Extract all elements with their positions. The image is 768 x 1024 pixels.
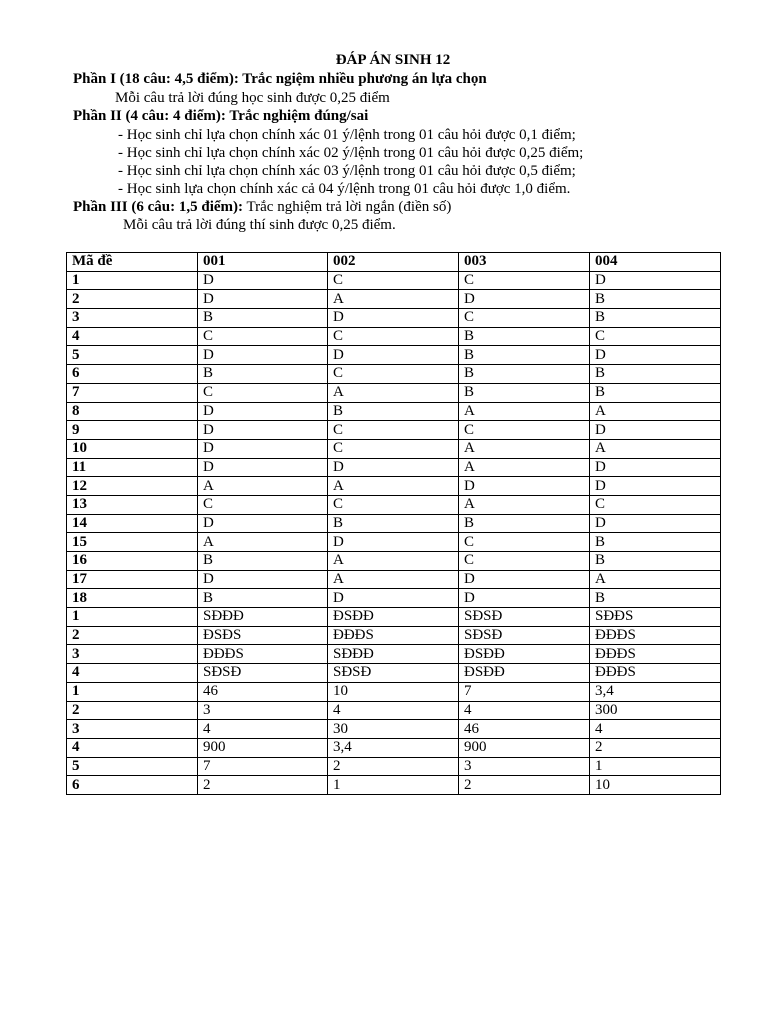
answer-cell: SĐSĐ (459, 608, 590, 627)
part3-heading-bold: Phần III (6 câu: 1,5 điểm): (73, 199, 244, 215)
answer-cell: 7 (198, 757, 328, 776)
table-row (67, 701, 721, 720)
answer-cell: B (590, 290, 721, 309)
table-row (67, 421, 721, 440)
answer-cell: SĐSĐ (328, 664, 459, 683)
answer-cell: A (459, 402, 590, 421)
answer-cell: ĐĐĐS (198, 645, 328, 664)
answer-cell: ĐSĐĐ (459, 645, 590, 664)
table-row (67, 495, 721, 514)
table-row (67, 682, 721, 701)
answer-cell: A (328, 477, 459, 496)
question-number-cell: 4 (67, 327, 198, 346)
part2-rule-4: - Học sinh lựa chọn chính xác cả 04 ý/lệnh trong 01 câu hỏi được 1,0 điểm. (118, 181, 571, 197)
answer-cell: ĐĐĐS (590, 664, 721, 683)
answer-cell: 4 (328, 701, 459, 720)
table-row (67, 626, 721, 645)
answer-cell: D (459, 589, 590, 608)
answer-cell: 900 (198, 738, 328, 757)
answer-table (66, 252, 721, 795)
answer-cell: A (590, 402, 721, 421)
header-cell-001: 001 (198, 253, 328, 272)
answer-cell: D (328, 589, 459, 608)
table-row (67, 757, 721, 776)
answer-cell: A (590, 570, 721, 589)
answer-cell: ĐSĐS (198, 626, 328, 645)
answer-cell: B (590, 552, 721, 571)
question-number-cell: 6 (67, 365, 198, 384)
answer-cell: D (590, 477, 721, 496)
part3-heading-rest: Trắc nghiệm trả lời ngắn (điền số) (243, 199, 452, 215)
part1-heading: Phần I (18 câu: 4,5 điểm): Trắc ngiệm nhiều phương án lựa chọn (73, 71, 487, 87)
answer-cell: D (590, 458, 721, 477)
answer-cell: D (328, 458, 459, 477)
answer-cell: 30 (328, 720, 459, 739)
part2-rule-1: - Học sinh chỉ lựa chọn chính xác 01 ý/lệnh trong 01 câu hỏi được 0,1 điểm; (118, 127, 576, 143)
answer-cell: D (198, 458, 328, 477)
answer-cell: D (328, 346, 459, 365)
answer-cell: 2 (459, 776, 590, 795)
answer-cell: A (459, 458, 590, 477)
question-number-cell: 2 (67, 701, 198, 720)
question-number-cell: 9 (67, 421, 198, 440)
table-header-row (67, 253, 721, 272)
answer-cell: A (328, 383, 459, 402)
question-number-cell: 10 (67, 439, 198, 458)
answer-cell: C (328, 439, 459, 458)
table-row (67, 645, 721, 664)
question-number-cell: 8 (67, 402, 198, 421)
answer-cell: D (590, 271, 721, 290)
answer-cell: B (590, 309, 721, 328)
answer-cell: B (590, 589, 721, 608)
answer-cell: B (198, 309, 328, 328)
answer-cell: C (328, 327, 459, 346)
question-number-cell: 3 (67, 309, 198, 328)
answer-cell: D (198, 402, 328, 421)
answer-cell: ĐSĐĐ (328, 608, 459, 627)
question-number-cell: 2 (67, 290, 198, 309)
document-title: ĐÁP ÁN SINH 12 (335, 52, 451, 68)
answer-cell: C (328, 421, 459, 440)
answer-cell: D (590, 346, 721, 365)
answer-cell: C (459, 421, 590, 440)
part2-rule-3: - Học sinh chỉ lựa chọn chính xác 03 ý/lệnh trong 01 câu hỏi được 0,5 điểm; (118, 163, 576, 179)
answer-cell: B (459, 346, 590, 365)
answer-cell: 2 (198, 776, 328, 795)
table-row (67, 608, 721, 627)
answer-cell: D (198, 271, 328, 290)
answer-cell: C (459, 533, 590, 552)
table-row (67, 533, 721, 552)
answer-cell: C (328, 495, 459, 514)
answer-cell: B (590, 365, 721, 384)
part2-rule-2: - Học sinh chỉ lựa chọn chính xác 02 ý/lệnh trong 01 câu hỏi được 0,25 điểm; (118, 145, 584, 161)
part1-rule: Mỗi câu trả lời đúng học sinh được 0,25 điểm (115, 90, 390, 106)
part3-rule: Mỗi câu trả lời đúng thí sinh được 0,25 điểm. (123, 217, 396, 233)
answer-cell: B (459, 514, 590, 533)
answer-cell: D (590, 421, 721, 440)
table-row (67, 327, 721, 346)
header-cell-ma-de: Mã đề (67, 253, 198, 272)
answer-cell: C (328, 271, 459, 290)
answer-cell: 1 (328, 776, 459, 795)
table-row (67, 439, 721, 458)
table-row (67, 664, 721, 683)
answer-cell: 3 (459, 757, 590, 776)
part2-heading: Phần II (4 câu: 4 điểm): Trắc nghiệm đúng/sai (73, 108, 369, 124)
answer-cell: D (198, 421, 328, 440)
answer-cell: 1 (590, 757, 721, 776)
answer-cell: C (198, 495, 328, 514)
question-number-cell: 2 (67, 626, 198, 645)
question-number-cell: 18 (67, 589, 198, 608)
answer-cell: A (198, 533, 328, 552)
answer-cell: D (459, 477, 590, 496)
answer-cell: D (198, 290, 328, 309)
answer-cell: 10 (590, 776, 721, 795)
answer-cell: 2 (590, 738, 721, 757)
answer-cell: 4 (590, 720, 721, 739)
answer-cell: D (198, 346, 328, 365)
question-number-cell: 3 (67, 645, 198, 664)
table-row (67, 589, 721, 608)
answer-cell: D (459, 570, 590, 589)
answer-cell: ĐSĐĐ (459, 664, 590, 683)
table-row (67, 309, 721, 328)
part3-heading (73, 198, 451, 216)
answer-cell: C (590, 495, 721, 514)
answer-table-body (67, 253, 721, 795)
answer-cell: 300 (590, 701, 721, 720)
answer-cell: B (328, 514, 459, 533)
answer-cell: D (198, 439, 328, 458)
question-number-cell: 6 (67, 776, 198, 795)
answer-cell: 10 (328, 682, 459, 701)
answer-cell: B (198, 589, 328, 608)
answer-cell: B (590, 383, 721, 402)
answer-cell: SĐSĐ (459, 626, 590, 645)
question-number-cell: 4 (67, 664, 198, 683)
table-row (67, 738, 721, 757)
answer-cell: 3,4 (590, 682, 721, 701)
answer-cell: 3 (198, 701, 328, 720)
answer-cell: C (459, 271, 590, 290)
answer-cell: A (459, 495, 590, 514)
question-number-cell: 1 (67, 608, 198, 627)
table-row (67, 477, 721, 496)
header-cell-003: 003 (459, 253, 590, 272)
table-row (67, 776, 721, 795)
table-row (67, 365, 721, 384)
answer-cell: ĐĐĐS (590, 626, 721, 645)
answer-cell: D (198, 514, 328, 533)
question-number-cell: 1 (67, 682, 198, 701)
answer-cell: ĐĐĐS (328, 626, 459, 645)
header-cell-004: 004 (590, 253, 721, 272)
answer-cell: SĐĐĐ (198, 608, 328, 627)
answer-cell: B (459, 383, 590, 402)
answer-cell: A (328, 570, 459, 589)
table-row (67, 720, 721, 739)
question-number-cell: 12 (67, 477, 198, 496)
question-number-cell: 17 (67, 570, 198, 589)
table-row (67, 458, 721, 477)
answer-cell: A (198, 477, 328, 496)
table-row (67, 383, 721, 402)
answer-cell: C (459, 309, 590, 328)
answer-cell: A (328, 290, 459, 309)
answer-cell: D (198, 570, 328, 589)
table-row (67, 346, 721, 365)
answer-cell: B (459, 365, 590, 384)
answer-cell: SĐSĐ (198, 664, 328, 683)
answer-cell: B (198, 552, 328, 571)
answer-cell: 7 (459, 682, 590, 701)
answer-cell: ĐĐĐS (590, 645, 721, 664)
question-number-cell: 13 (67, 495, 198, 514)
question-number-cell: 7 (67, 383, 198, 402)
answer-cell: B (328, 402, 459, 421)
answer-cell: 46 (198, 682, 328, 701)
answer-cell: 46 (459, 720, 590, 739)
question-number-cell: 4 (67, 738, 198, 757)
table-row (67, 570, 721, 589)
answer-cell: 4 (459, 701, 590, 720)
header-cell-002: 002 (328, 253, 459, 272)
answer-cell: 2 (328, 757, 459, 776)
answer-cell: A (328, 552, 459, 571)
table-row (67, 290, 721, 309)
answer-cell: C (590, 327, 721, 346)
answer-cell: C (198, 383, 328, 402)
question-number-cell: 5 (67, 757, 198, 776)
answer-cell: 4 (198, 720, 328, 739)
answer-cell: 3,4 (328, 738, 459, 757)
answer-cell: SĐĐĐ (328, 645, 459, 664)
question-number-cell: 14 (67, 514, 198, 533)
question-number-cell: 15 (67, 533, 198, 552)
answer-cell: SĐĐS (590, 608, 721, 627)
answer-cell: A (459, 439, 590, 458)
table-row (67, 402, 721, 421)
answer-cell: D (328, 309, 459, 328)
question-number-cell: 16 (67, 552, 198, 571)
answer-cell: C (198, 327, 328, 346)
answer-cell: C (459, 552, 590, 571)
answer-cell: 900 (459, 738, 590, 757)
answer-cell: D (459, 290, 590, 309)
answer-cell: B (198, 365, 328, 384)
question-number-cell: 11 (67, 458, 198, 477)
answer-cell: D (590, 514, 721, 533)
question-number-cell: 3 (67, 720, 198, 739)
answer-cell: C (328, 365, 459, 384)
question-number-cell: 5 (67, 346, 198, 365)
answer-cell: A (590, 439, 721, 458)
table-row (67, 271, 721, 290)
table-row (67, 514, 721, 533)
answer-cell: B (590, 533, 721, 552)
answer-cell: D (328, 533, 459, 552)
table-row (67, 552, 721, 571)
answer-cell: B (459, 327, 590, 346)
question-number-cell: 1 (67, 271, 198, 290)
